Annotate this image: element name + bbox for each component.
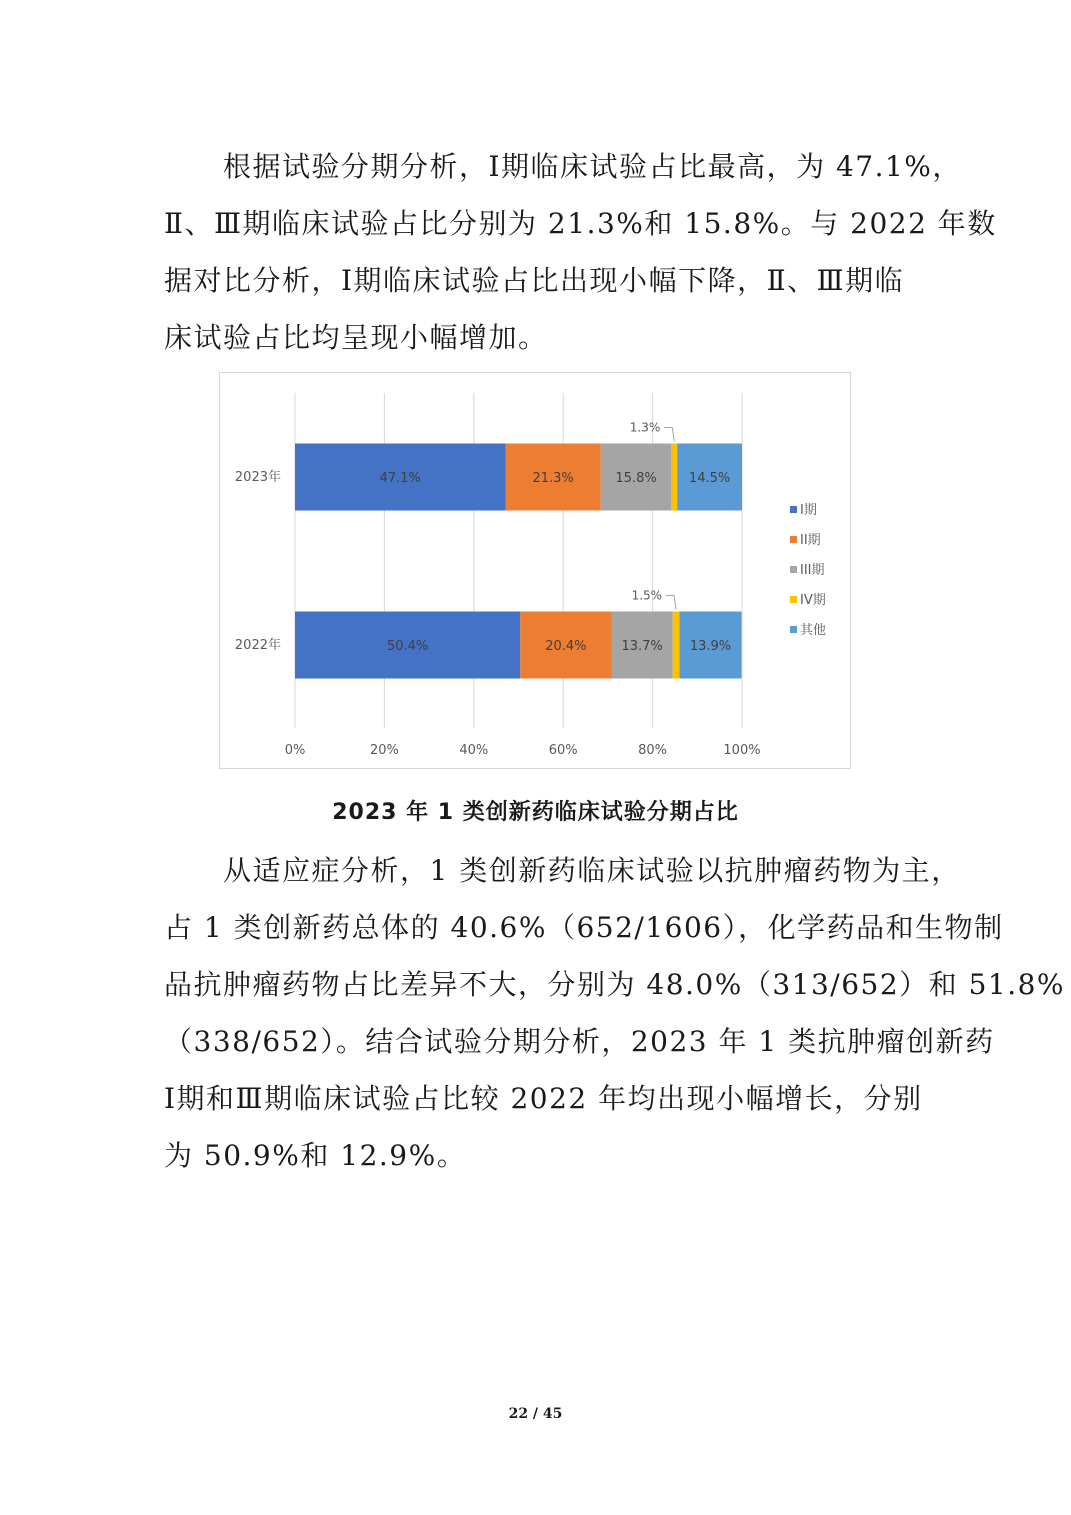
bar-segment bbox=[671, 444, 677, 511]
data-label: 47.1% bbox=[379, 471, 421, 486]
data-label: 1.3% bbox=[629, 420, 661, 435]
bar-segment bbox=[673, 612, 680, 679]
paragraph-line: 床试验占比均呈现小幅增加。 bbox=[164, 321, 548, 354]
paragraph-line: 为 50.9%和 12.9%。 bbox=[164, 1139, 467, 1172]
chart-caption: 2023 年 1 类创新药临床试验分期占比 bbox=[332, 800, 739, 825]
category-label: 2023年 bbox=[234, 470, 281, 485]
legend-swatch bbox=[790, 566, 797, 573]
paragraph-phase-analysis bbox=[164, 138, 997, 366]
data-label: 13.7% bbox=[621, 639, 663, 654]
paragraph-line: Ⅰ期和Ⅲ期临床试验占比较 2022 年均出现小幅增长，分别 bbox=[164, 1082, 923, 1115]
paragraph-line: 从适应症分析，1 类创新药临床试验以抗肿瘤药物为主， bbox=[164, 854, 961, 887]
leader-line bbox=[666, 596, 676, 610]
data-label: 20.4% bbox=[545, 639, 587, 654]
paragraph-line: 根据试验分期分析，Ⅰ期临床试验占比最高，为 47.1%， bbox=[164, 150, 962, 183]
chart-canvas bbox=[220, 373, 850, 768]
paragraph-indication-analysis bbox=[164, 842, 1066, 1184]
legend-label: III期 bbox=[800, 563, 825, 578]
x-tick-label: 80% bbox=[638, 743, 668, 758]
legend-swatch bbox=[790, 506, 797, 513]
legend-swatch bbox=[790, 536, 797, 543]
legend-swatch bbox=[790, 596, 797, 603]
category-label: 2022年 bbox=[234, 638, 281, 653]
data-label: 14.5% bbox=[688, 471, 731, 486]
data-label: 15.8% bbox=[615, 471, 657, 486]
legend-swatch bbox=[790, 626, 797, 633]
paragraph-line: 品抗肿瘤药物占比差异不大，分别为 48.0%（313/652）和 51.8% bbox=[164, 968, 1066, 1001]
data-label: 1.5% bbox=[631, 588, 663, 603]
data-label: 50.4% bbox=[386, 639, 429, 654]
x-tick-label: 100% bbox=[723, 743, 761, 758]
paragraph-line: （338/652）。结合试验分期分析，2023 年 1 类抗肿瘤创新药 bbox=[164, 1025, 995, 1058]
x-tick-label: 20% bbox=[369, 743, 399, 758]
page-number: 22 / 45 bbox=[508, 1406, 563, 1422]
paragraph-line: 占 1 类创新药总体的 40.6%（652/1606），化学药品和生物制 bbox=[164, 911, 1004, 944]
legend-label: I期 bbox=[800, 503, 817, 518]
phase-stacked-bar-chart bbox=[219, 372, 851, 769]
x-tick-label: 60% bbox=[548, 743, 578, 758]
paragraph-line: Ⅱ、Ⅲ期临床试验占比分别为 21.3%和 15.8%。与 2022 年数 bbox=[164, 207, 997, 240]
legend-label: II期 bbox=[800, 533, 821, 548]
legend-label: IV期 bbox=[800, 593, 826, 608]
paragraph-line: 据对比分析，Ⅰ期临床试验占比出现小幅下降，Ⅱ、Ⅲ期临 bbox=[164, 264, 905, 297]
x-tick-label: 40% bbox=[459, 743, 489, 758]
data-label: 13.9% bbox=[689, 639, 732, 654]
legend-label: 其他 bbox=[800, 623, 827, 638]
leader-line bbox=[664, 428, 674, 442]
x-tick-label: 0% bbox=[284, 743, 306, 758]
data-label: 21.3% bbox=[532, 471, 574, 486]
